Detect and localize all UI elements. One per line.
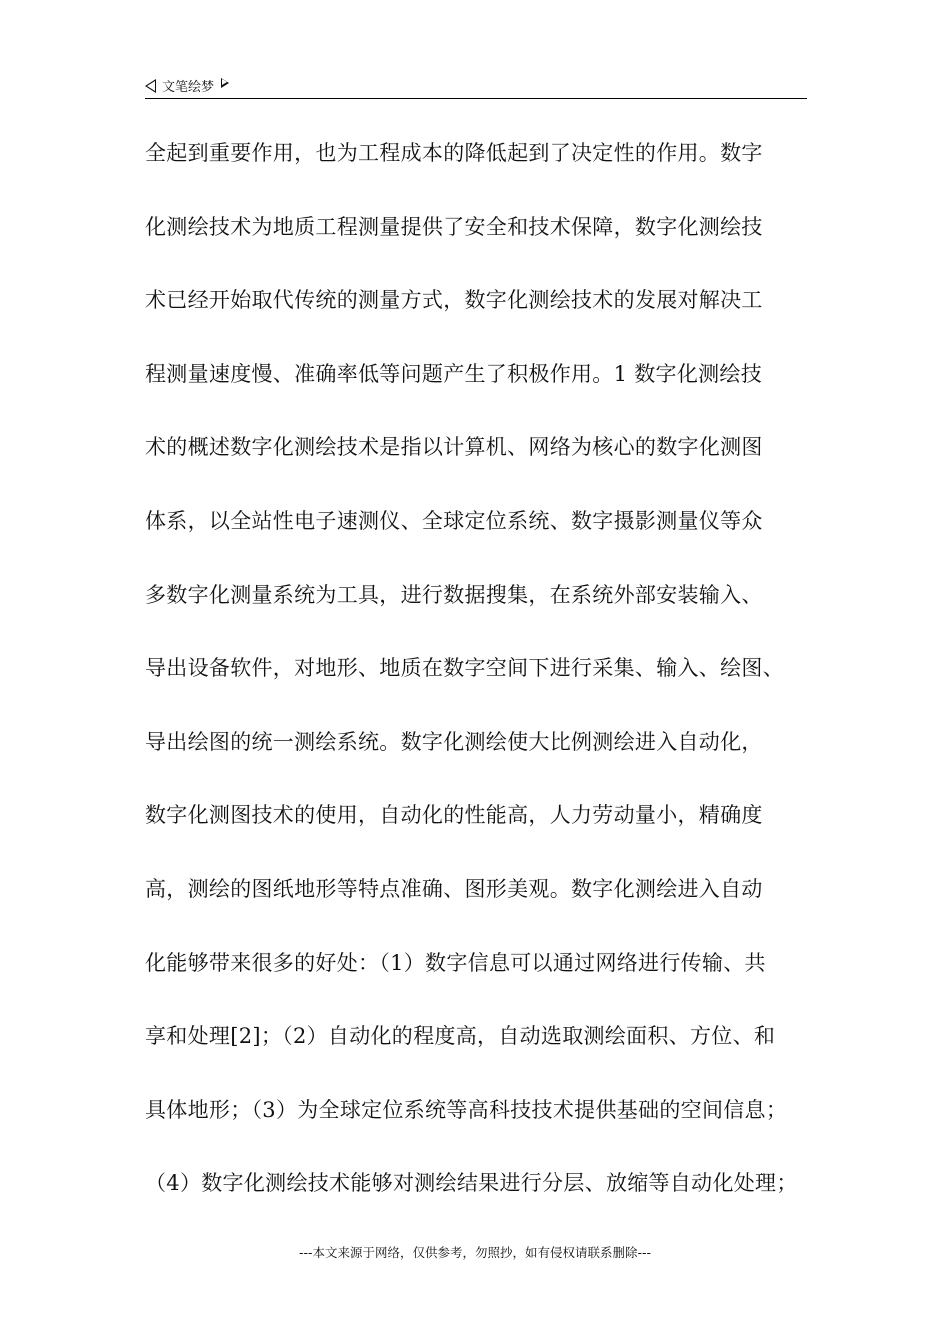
body-line: 多数字化测量系统为工具，进行数据搜集，在系统外部安装输入、 [145,582,763,607]
header-title-group [145,76,229,95]
body-line: 数字化测图技术的使用，自动化的性能高，人力劳动量小，精确度 [145,803,763,828]
body-line: 术的概述数字化测绘技术是指以计算机、网络为核心的数字化测图 [145,435,763,460]
body-line: 具体地形；（3）为全球定位系统等高科技技术提供基础的空间信息； [145,1097,788,1122]
document-body [145,133,825,1237]
body-line: 高，测绘的图纸地形等特点准确、图形美观。数字化测绘进入自动 [145,876,763,901]
body-line: 程测量速度慢、准确率低等问题产生了积极作用。1 数字化测绘技 [145,361,763,386]
body-line: 享和处理[2]；（2）自动化的程度高，自动选取测绘面积、方位、和 [145,1024,776,1049]
page-header [145,74,807,99]
body-line: 术已经开始取代传统的测量方式，数字化测绘技术的发展对解决工 [145,288,763,313]
body-line: 化测绘技术为地质工程测量提供了安全和技术保障，数字化测绘技 [145,214,763,239]
body-line: 体系，以全站性电子速测仪、全球定位系统、数字摄影测量仪等众 [145,508,763,533]
triangle-right-icon [221,78,229,88]
body-line: 全起到重要作用，也为工程成本的降低起到了决定性的作用。数字 [145,141,763,165]
body-line: （4）数字化测绘技术能够对测绘结果进行分层、放缩等自动化处理； [145,1171,798,1196]
footer-notice: ---本文来源于网络，仅供参考，勿照抄，如有侵权请联系删除--- [298,1245,652,1260]
body-line: 导出绘图的统一测绘系统。数字化测绘使大比例测绘进入自动化， [145,729,763,754]
header-title: 文笔绘梦 [162,80,215,95]
triangle-left-icon [145,79,156,93]
body-line: 导出设备软件，对地形、地质在数字空间下进行采集、输入、绘图、 [145,656,784,681]
body-line: 化能够带来很多的好处：（1）数字信息可以通过网络进行传输、共 [145,950,766,975]
